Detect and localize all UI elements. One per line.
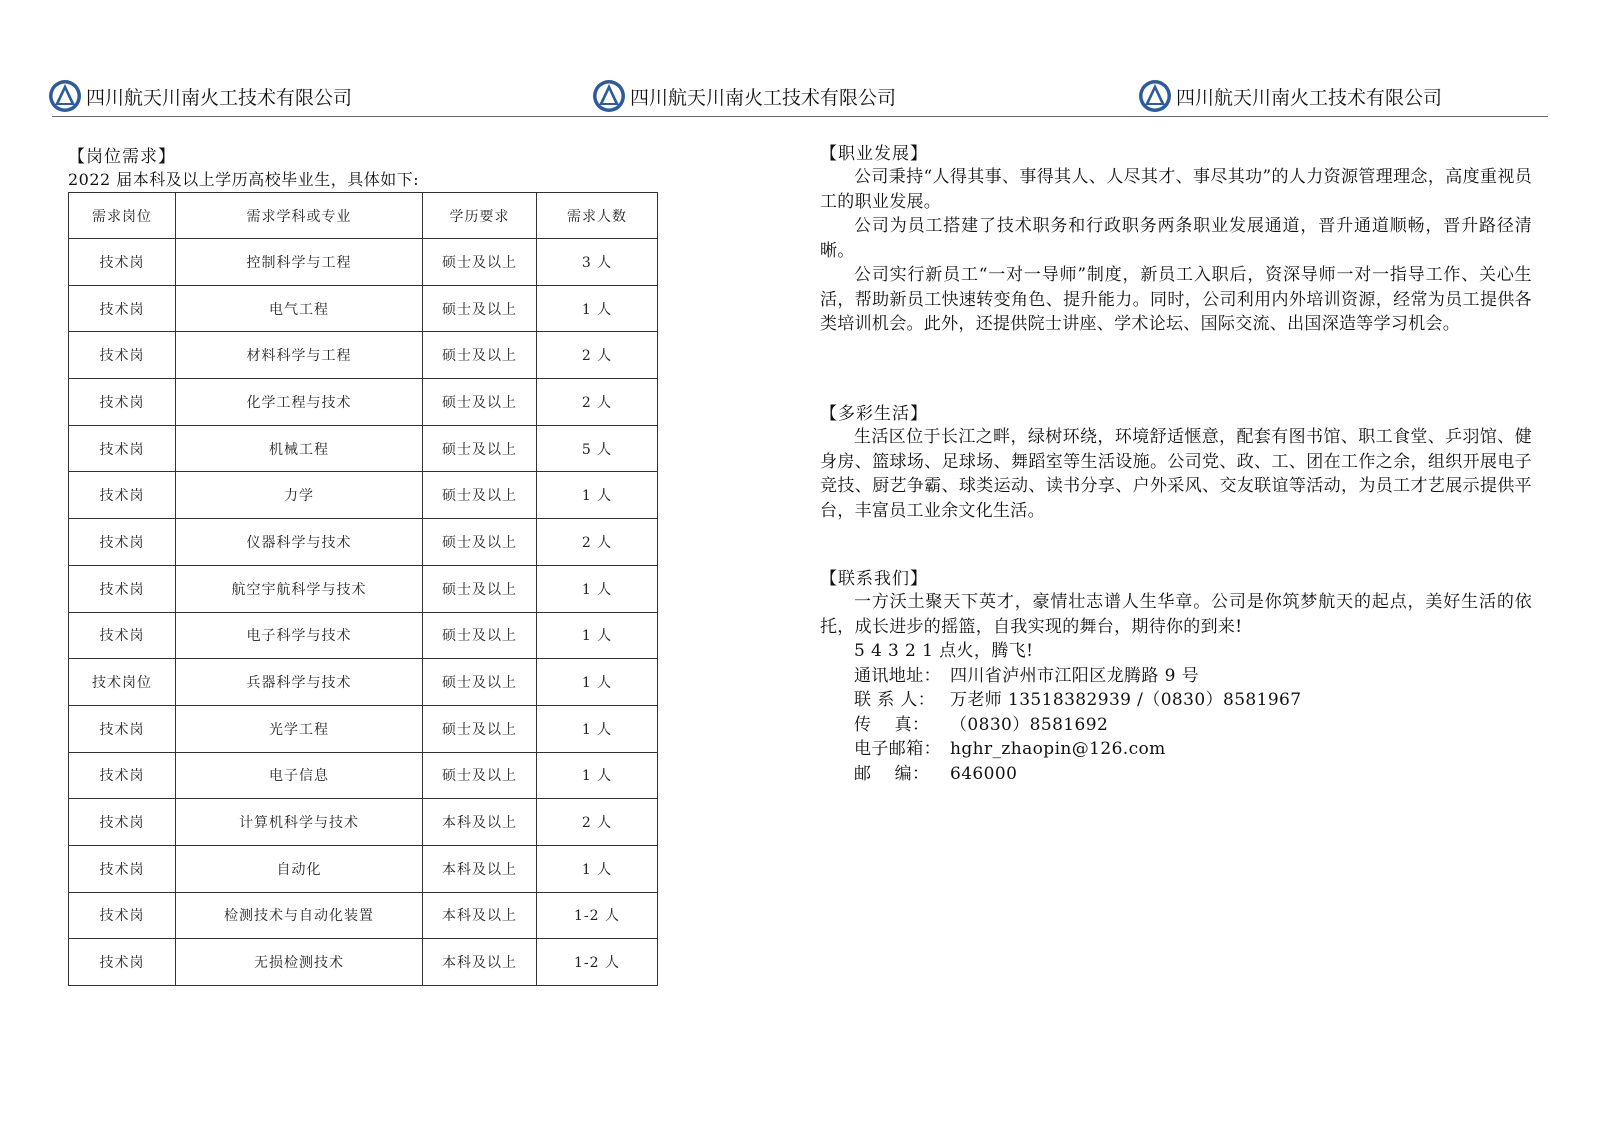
table-cell: 硕士及以上 — [423, 705, 537, 752]
table-cell: 光学工程 — [176, 705, 423, 752]
table-cell: 技术岗 — [69, 285, 176, 332]
table-cell: 1 人 — [537, 565, 658, 612]
contact-section — [820, 568, 1532, 786]
table-cell: 电子信息 — [176, 752, 423, 799]
company-logo-icon — [592, 79, 626, 113]
contact-value: 万老师 13518382939 /（0830）8581967 — [950, 690, 1302, 710]
table-cell: 本科及以上 — [423, 939, 537, 986]
table-cell: 1 人 — [537, 285, 658, 332]
table-cell: 硕士及以上 — [423, 612, 537, 659]
table-cell: 2 人 — [537, 799, 658, 846]
table-row — [69, 565, 658, 612]
table-cell: 2 人 — [537, 519, 658, 566]
table-cell: 无损检测技术 — [176, 939, 423, 986]
table-cell: 兵器科学与技术 — [176, 659, 423, 706]
table-row — [69, 332, 658, 379]
table-row — [69, 799, 658, 846]
table-row — [69, 892, 658, 939]
table-cell: 本科及以上 — [423, 845, 537, 892]
table-cell: 2 人 — [537, 332, 658, 379]
contact-label: 邮 编： — [854, 763, 930, 784]
table-cell: 硕士及以上 — [423, 239, 537, 286]
table-cell: 技术岗 — [69, 799, 176, 846]
table-row — [69, 239, 658, 286]
table-cell: 技术岗 — [69, 332, 176, 379]
header-company-name: 四川航天川南火工技术有限公司 — [1176, 86, 1443, 109]
header-divider — [52, 116, 1548, 117]
table-cell: 本科及以上 — [423, 799, 537, 846]
table-header-cell: 需求学科或专业 — [176, 193, 423, 239]
table-header-row — [69, 193, 658, 239]
table-cell: 技术岗 — [69, 892, 176, 939]
table-cell: 技术岗 — [69, 565, 176, 612]
table-header-cell: 学历要求 — [423, 193, 537, 239]
table-cell: 硕士及以上 — [423, 379, 537, 426]
table-header-cell: 需求人数 — [537, 193, 658, 239]
table-cell: 化学工程与技术 — [176, 379, 423, 426]
table-row — [69, 519, 658, 566]
header-company-name: 四川航天川南火工技术有限公司 — [86, 86, 353, 109]
career-paragraph: 公司为员工搭建了技术职务和行政职务两条职业发展通道，晋升通道顺畅，晋升路径清晰。 — [820, 216, 1532, 261]
company-logo-icon — [48, 79, 82, 113]
table-cell: 技术岗 — [69, 239, 176, 286]
table-cell: 硕士及以上 — [423, 425, 537, 472]
table-cell: 技术岗 — [69, 519, 176, 566]
table-header-cell: 需求岗位 — [69, 193, 176, 239]
table-row — [69, 752, 658, 799]
contact-label: 电子邮箱： — [854, 739, 941, 759]
contact-item — [820, 664, 1532, 689]
section-title-life: 【多彩生活】 — [820, 404, 928, 424]
contact-label: 通讯地址： — [854, 665, 941, 686]
contact-label: 联 系 人： — [854, 690, 936, 710]
table-cell: 技术岗 — [69, 472, 176, 519]
table-cell: 检测技术与自动化装置 — [176, 892, 423, 939]
table-cell: 5 人 — [537, 425, 658, 472]
jobs-intro: 2022 届本科及以上学历高校毕业生，具体如下: — [68, 170, 420, 189]
table-cell: 技术岗 — [69, 752, 176, 799]
table-cell: 机械工程 — [176, 425, 423, 472]
contact-value: 四川省泸州市江阳区龙腾路 9 号 — [950, 665, 1200, 686]
contact-paragraph: 一方沃土聚天下英才，豪情壮志谱人生华章。公司是你筑梦航天的起点，美好生活的依托，成长进步的摇篮，自我实现的舞台，期待你的到来! — [820, 592, 1532, 637]
life-paragraph: 生活区位于长江之畔，绿树环绕，环境舒适惬意，配套有图书馆、职工食堂、乒羽馆、健身房、篮球场、足球场、舞蹈室等生活设施。公司党、政、工、团在工作之余，组织开展电子竞技、厨艺争霸、球类运动、读书分享、户外采风、交友联谊等活动，为员工才艺展示提供平台，丰富员工业余文化生活。 — [820, 427, 1532, 521]
table-row — [69, 379, 658, 426]
job-requirements-section — [68, 146, 658, 986]
table-cell: 1 人 — [537, 659, 658, 706]
career-section — [820, 143, 1532, 337]
table-row — [69, 659, 658, 706]
contact-value: （0830）8581692 — [950, 714, 1109, 735]
table-cell: 硕士及以上 — [423, 285, 537, 332]
table-cell: 技术岗 — [69, 612, 176, 659]
table-cell: 硕士及以上 — [423, 519, 537, 566]
contact-item — [820, 688, 1532, 713]
table-cell: 2 人 — [537, 379, 658, 426]
contact-value: 646000 — [950, 763, 1018, 784]
table-cell: 自动化 — [176, 845, 423, 892]
table-row — [69, 472, 658, 519]
table-row — [69, 845, 658, 892]
table-cell: 电气工程 — [176, 285, 423, 332]
contact-list — [820, 664, 1532, 787]
table-cell: 1-2 人 — [537, 939, 658, 986]
company-logo-icon — [1138, 79, 1172, 113]
table-cell: 技术岗 — [69, 379, 176, 426]
table-cell: 3 人 — [537, 239, 658, 286]
header-logo-3 — [1138, 78, 1442, 114]
table-cell: 计算机科学与技术 — [176, 799, 423, 846]
table-cell: 硕士及以上 — [423, 659, 537, 706]
contact-item — [820, 737, 1532, 762]
table-row — [69, 612, 658, 659]
table-row — [69, 285, 658, 332]
table-cell: 1 人 — [537, 612, 658, 659]
table-cell: 技术岗 — [69, 705, 176, 752]
table-cell: 1 人 — [537, 752, 658, 799]
table-row — [69, 939, 658, 986]
table-cell: 1 人 — [537, 845, 658, 892]
table-cell: 技术岗位 — [69, 659, 176, 706]
table-cell: 航空宇航科学与技术 — [176, 565, 423, 612]
table-cell: 硕士及以上 — [423, 752, 537, 799]
contact-label: 传 真： — [854, 714, 930, 735]
table-cell: 硕士及以上 — [423, 332, 537, 379]
header-logo-2 — [592, 78, 896, 114]
contact-item — [820, 713, 1532, 738]
table-cell: 1-2 人 — [537, 892, 658, 939]
table-cell: 硕士及以上 — [423, 472, 537, 519]
table-cell: 力学 — [176, 472, 423, 519]
career-paragraph: 公司实行新员工“一对一导师”制度，新员工入职后，资深导师一对一指导工作、关心生活，帮助新员工快速转变角色、提升能力。同时，公司利用内外培训资源，经常为员工提供各类培训机会。此外，还提供院士讲座、学术论坛、国际交流、出国深造等学习机会。 — [820, 265, 1532, 334]
table-cell: 本科及以上 — [423, 892, 537, 939]
section-title-contact: 【联系我们】 — [820, 569, 928, 589]
table-cell: 技术岗 — [69, 425, 176, 472]
table-cell: 控制科学与工程 — [176, 239, 423, 286]
table-row — [69, 425, 658, 472]
table-row — [69, 705, 658, 752]
table-cell: 电子科学与技术 — [176, 612, 423, 659]
table-cell: 技术岗 — [69, 845, 176, 892]
table-cell: 1 人 — [537, 472, 658, 519]
table-cell: 仪器科学与技术 — [176, 519, 423, 566]
contact-item — [820, 762, 1532, 787]
header-logo-1 — [48, 78, 352, 114]
contact-value: hghr_zhaopin@126.com — [950, 739, 1166, 759]
header-company-name: 四川航天川南火工技术有限公司 — [630, 86, 897, 109]
section-title-jobs: 【岗位需求】 — [68, 147, 176, 167]
countdown-line: 5 4 3 2 1 点火，腾飞! — [854, 641, 1034, 661]
career-paragraph: 公司秉持“人得其事、事得其人、人尽其才、事尽其功”的人力资源管理理念，高度重视员工的职业发展。 — [820, 167, 1532, 212]
section-title-career: 【职业发展】 — [820, 144, 928, 164]
table-cell: 硕士及以上 — [423, 565, 537, 612]
table-cell: 材料科学与工程 — [176, 332, 423, 379]
table-cell: 技术岗 — [69, 939, 176, 986]
life-section — [820, 403, 1532, 523]
table-cell: 1 人 — [537, 705, 658, 752]
jobs-table — [68, 192, 658, 986]
